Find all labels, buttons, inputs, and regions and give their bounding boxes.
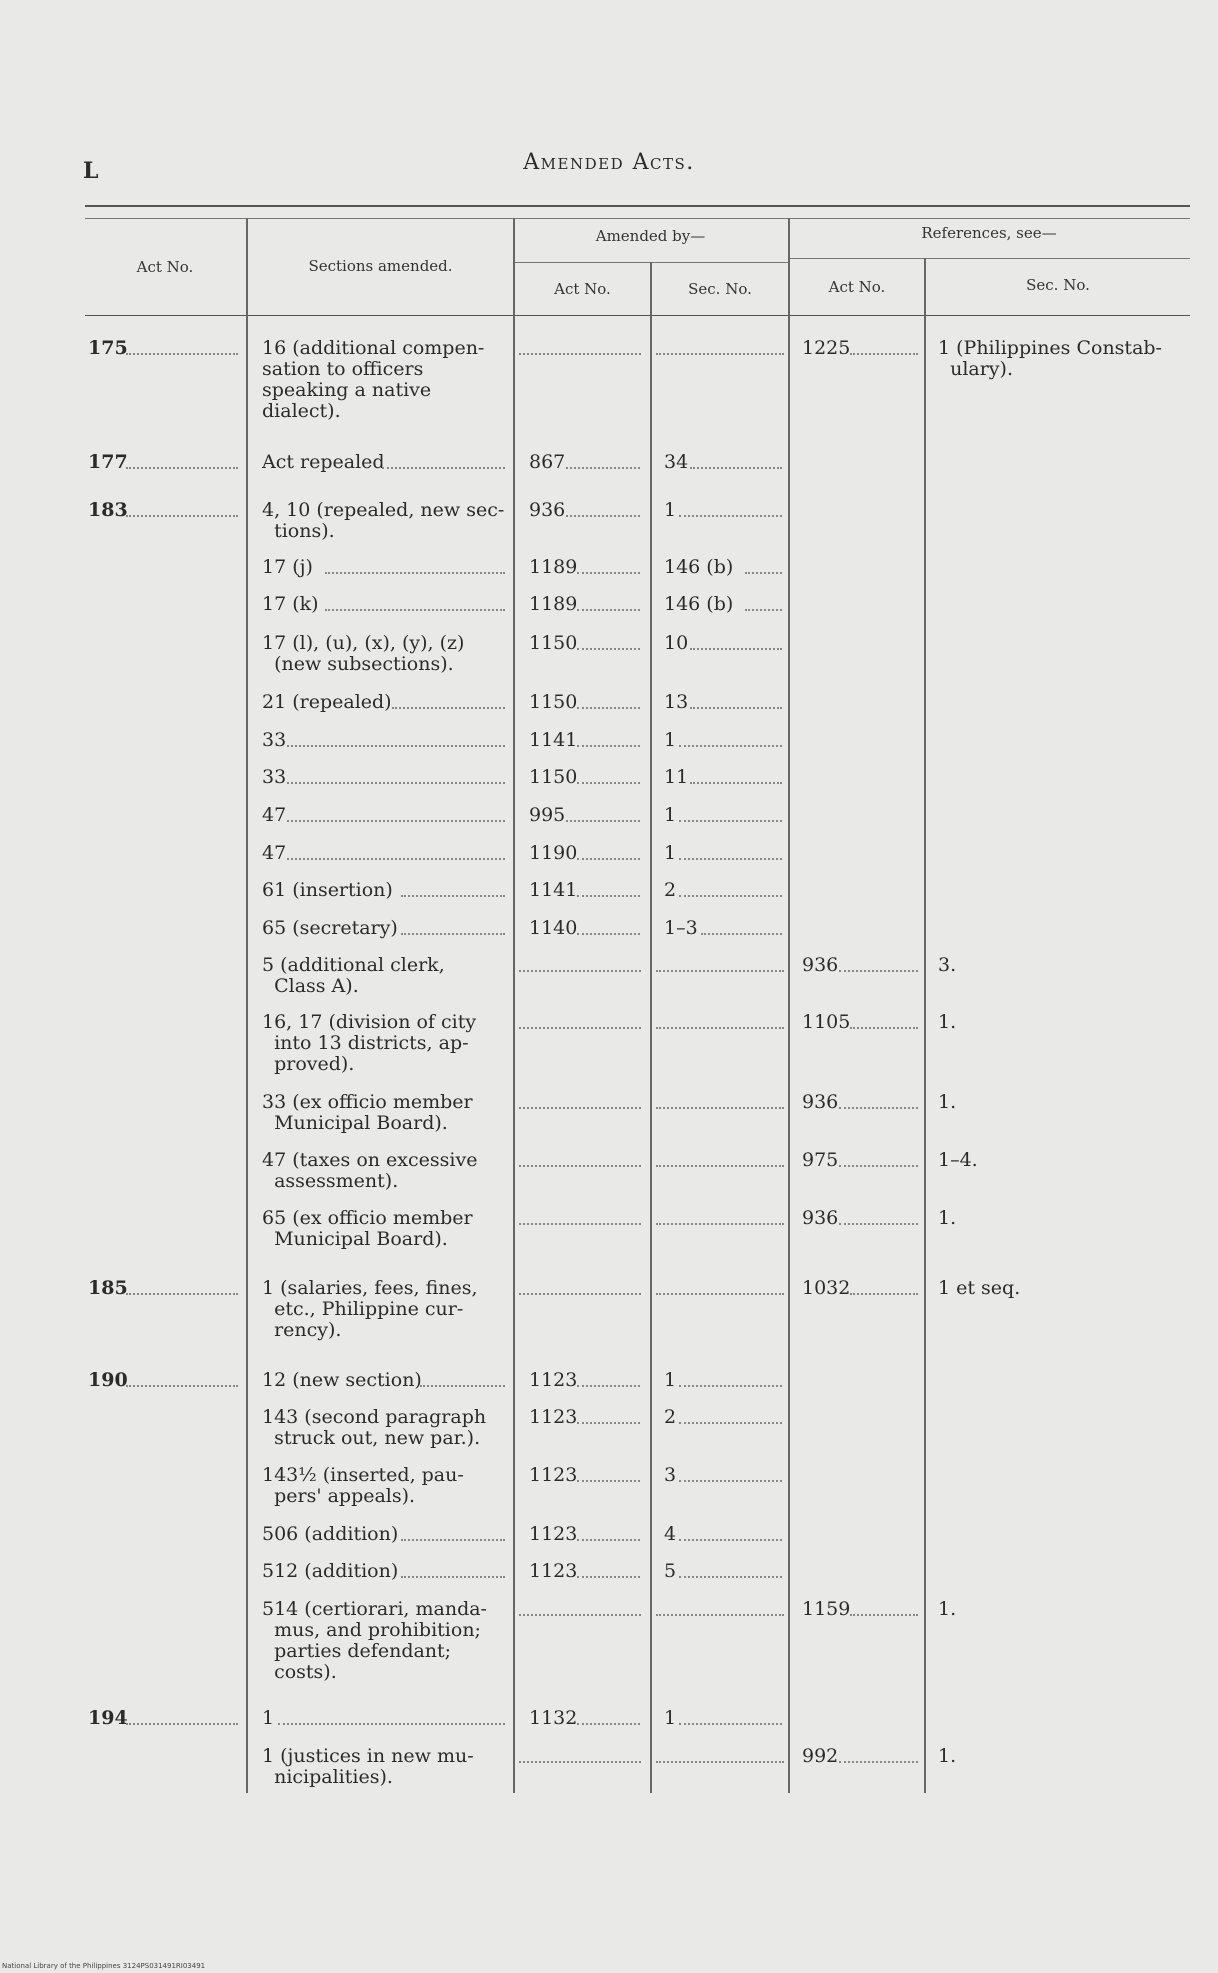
leader-dots: [325, 572, 505, 574]
header-amended-sec-no: Sec. No.: [688, 280, 752, 298]
header-sections-amended: Sections amended.: [308, 257, 453, 275]
header-bottom-rule: [85, 315, 1190, 316]
col-divider-5: [924, 258, 926, 1793]
leader-dots: [577, 1385, 640, 1387]
col-divider-3: [650, 262, 652, 1793]
leader-dots: [519, 970, 641, 972]
amended-act-no: 1123: [529, 1560, 578, 1582]
section-amended: 506 (addition): [262, 1523, 399, 1545]
section-amended: 514 (certiorari, manda- mus, and prohibition; parties defendant; costs).: [262, 1598, 487, 1683]
section-amended: 65 (secretary): [262, 917, 398, 939]
amended-sec-no: 1–3: [664, 917, 698, 939]
act-number: 175: [88, 337, 128, 359]
section-amended: 47: [262, 842, 287, 864]
leader-dots: [519, 1293, 641, 1295]
amended-act-no: 995: [529, 804, 566, 826]
amended-sec-no: 3: [664, 1464, 677, 1486]
act-number: 177: [88, 451, 128, 473]
leader-dots: [745, 609, 782, 611]
leader-dots: [278, 1723, 506, 1725]
reference-sec-no: 1–4.: [938, 1149, 978, 1171]
top-rule: [85, 205, 1190, 207]
amended-act-no: 1150: [529, 691, 578, 713]
amended-act-no: 1150: [529, 632, 578, 654]
section-amended: 21 (repealed): [262, 691, 392, 713]
section-amended: 17 (l), (u), (x), (y), (z) (new subsections).: [262, 632, 465, 675]
act-number: 190: [88, 1369, 128, 1391]
col-divider-2: [513, 218, 515, 1793]
section-amended: 17 (k): [262, 593, 319, 615]
section-amended: 143 (second paragraph struck out, new par.).: [262, 1406, 487, 1449]
leader-dots: [126, 1385, 238, 1387]
leader-dots: [656, 1165, 784, 1167]
section-amended: 33: [262, 766, 287, 788]
section-amended: 17 (j): [262, 556, 313, 578]
amended-act-no: 1132: [529, 1707, 578, 1729]
section-amended: 512 (addition): [262, 1560, 399, 1582]
leader-dots: [577, 648, 640, 650]
reference-act-no: 1159: [802, 1598, 851, 1620]
amended-act-no: 1123: [529, 1464, 578, 1486]
reference-sec-no: 1.: [938, 1207, 957, 1229]
act-number: 194: [88, 1707, 128, 1729]
leader-dots: [656, 970, 784, 972]
leader-dots: [126, 1723, 238, 1725]
leader-dots: [839, 1107, 918, 1109]
leader-dots: [420, 1385, 505, 1387]
leader-dots: [519, 1614, 641, 1616]
reference-act-no: 1032: [802, 1277, 851, 1299]
amended-sec-no: 146 (b): [664, 593, 734, 615]
amended-sec-no: 146 (b): [664, 556, 734, 578]
leader-dots: [850, 1293, 918, 1295]
leader-dots: [839, 970, 918, 972]
leader-dots: [679, 1539, 782, 1541]
reference-act-no: 992: [802, 1745, 839, 1767]
amended-act-no: 867: [529, 451, 566, 473]
leader-dots: [519, 1761, 641, 1763]
amended-sec-no: 5: [664, 1560, 677, 1582]
leader-dots: [519, 1027, 641, 1029]
leader-dots: [656, 353, 784, 355]
amended-sec-no: 10: [664, 632, 689, 654]
leader-dots: [679, 1723, 782, 1725]
leader-dots: [519, 1223, 641, 1225]
leader-dots: [577, 895, 640, 897]
leader-dots: [577, 1576, 640, 1578]
leader-dots: [679, 1422, 782, 1424]
amended-act-no: 1140: [529, 917, 578, 939]
leader-dots: [577, 707, 640, 709]
leader-dots: [287, 858, 505, 860]
leader-dots: [566, 467, 640, 469]
section-amended: 1 (justices in new mu- nicipalities).: [262, 1745, 474, 1788]
leader-dots: [577, 572, 640, 574]
section-amended: 4, 10 (repealed, new sec- tions).: [262, 499, 505, 542]
amended-act-no: 1141: [529, 879, 578, 901]
leader-dots: [325, 609, 505, 611]
amended-act-no: 936: [529, 499, 566, 521]
section-amended: 47: [262, 804, 287, 826]
leader-dots: [745, 572, 782, 574]
reference-act-no: 936: [802, 1207, 839, 1229]
reference-sec-no: 1.: [938, 1011, 957, 1033]
amended-sec-no: 4: [664, 1523, 677, 1545]
leader-dots: [401, 1576, 505, 1578]
leader-dots: [850, 1027, 918, 1029]
reference-sec-no: 1 et seq.: [938, 1277, 1021, 1299]
leader-dots: [382, 467, 505, 469]
leader-dots: [656, 1614, 784, 1616]
leader-dots: [690, 648, 782, 650]
amended-sec-no: 13: [664, 691, 689, 713]
section-amended: 1: [262, 1707, 275, 1729]
section-amended: 16 (additional compen- sation to officers speaking a native dialect).: [262, 337, 485, 422]
leader-dots: [519, 1165, 641, 1167]
leader-dots: [287, 745, 505, 747]
footer-credit: National Library of the Philippines 3124PS031491RI03491: [2, 1962, 206, 1970]
leader-dots: [679, 745, 782, 747]
leader-dots: [679, 895, 782, 897]
section-amended: 65 (ex officio member Municipal Board).: [262, 1207, 473, 1250]
reference-sec-no: 1.: [938, 1091, 957, 1113]
amended-act-no: 1141: [529, 729, 578, 751]
leader-dots: [287, 782, 505, 784]
amended-act-no: 1189: [529, 556, 578, 578]
amended-act-no: 1123: [529, 1406, 578, 1428]
leader-dots: [701, 933, 782, 935]
leader-dots: [566, 515, 640, 517]
section-amended: 61 (insertion): [262, 879, 393, 901]
col-divider-1: [246, 218, 248, 1793]
section-amended: 33 (ex officio member Municipal Board).: [262, 1091, 473, 1134]
header-amended-by: Amended by—: [595, 227, 706, 245]
leader-dots: [679, 820, 782, 822]
leader-dots: [690, 707, 782, 709]
reference-act-no: 936: [802, 954, 839, 976]
section-amended: 12 (new section): [262, 1369, 422, 1391]
references-rule: [788, 258, 1190, 259]
leader-dots: [679, 515, 782, 517]
amended-sec-no: 1: [664, 842, 677, 864]
leader-dots: [656, 1761, 784, 1763]
leader-dots: [577, 609, 640, 611]
section-amended: 33: [262, 729, 287, 751]
leader-dots: [577, 745, 640, 747]
leader-dots: [392, 707, 506, 709]
leader-dots: [401, 1539, 505, 1541]
leader-dots: [401, 933, 505, 935]
amended-sec-no: 2: [664, 879, 677, 901]
leader-dots: [577, 782, 640, 784]
leader-dots: [839, 1165, 918, 1167]
section-amended: 143½ (inserted, pau- pers' appeals).: [262, 1464, 464, 1507]
leader-dots: [126, 1293, 238, 1295]
header-act-no: Act No.: [136, 258, 194, 276]
act-number: 183: [88, 499, 128, 521]
act-number: 185: [88, 1277, 128, 1299]
amended-sec-no: 1: [664, 499, 677, 521]
leader-dots: [126, 515, 238, 517]
leader-dots: [577, 1422, 640, 1424]
leader-dots: [577, 858, 640, 860]
reference-sec-no: 1.: [938, 1598, 957, 1620]
amended-act-no: 1189: [529, 593, 578, 615]
page-title: Amended Acts.: [523, 150, 695, 175]
leader-dots: [656, 1107, 784, 1109]
leader-dots: [577, 1723, 640, 1725]
leader-dots: [679, 1576, 782, 1578]
top-rule-inner: [85, 218, 1190, 219]
leader-dots: [126, 467, 238, 469]
amended-act-no: 1123: [529, 1369, 578, 1391]
reference-sec-no: 3.: [938, 954, 957, 976]
header-ref-act-no: Act No.: [828, 278, 886, 296]
leader-dots: [577, 933, 640, 935]
amended-sec-no: 1: [664, 1707, 677, 1729]
reference-sec-no: 1 (Philippines Constab- ulary).: [938, 337, 1162, 380]
leader-dots: [690, 467, 782, 469]
amended-sec-no: 11: [664, 766, 689, 788]
amended-act-no: 1190: [529, 842, 578, 864]
leader-dots: [690, 782, 782, 784]
leader-dots: [679, 858, 782, 860]
amended-sec-no: 1: [664, 729, 677, 751]
header-ref-sec-no: Sec. No.: [1026, 276, 1090, 294]
leader-dots: [566, 820, 640, 822]
page-letter: L: [83, 158, 99, 184]
leader-dots: [839, 1761, 918, 1763]
header-amended-act-no: Act No.: [554, 280, 611, 298]
leader-dots: [519, 353, 641, 355]
amended-act-no: 1150: [529, 766, 578, 788]
amended-sec-no: 34: [664, 451, 689, 473]
section-amended: 5 (additional clerk, Class A).: [262, 954, 445, 997]
leader-dots: [519, 1107, 641, 1109]
leader-dots: [850, 353, 918, 355]
leader-dots: [656, 1223, 784, 1225]
leader-dots: [126, 353, 238, 355]
col-divider-4: [788, 218, 790, 1793]
reference-act-no: 1225: [802, 337, 851, 359]
amended-sec-no: 1: [664, 804, 677, 826]
section-amended: Act repealed: [262, 451, 385, 473]
amended-sec-no: 1: [664, 1369, 677, 1391]
reference-act-no: 1105: [802, 1011, 851, 1033]
section-amended: 16, 17 (division of city into 13 districts, ap- proved).: [262, 1011, 477, 1075]
leader-dots: [287, 820, 505, 822]
section-amended: 1 (salaries, fees, fines, etc., Philippine cur- rency).: [262, 1277, 478, 1341]
leader-dots: [679, 1385, 782, 1387]
header-references: References, see—: [921, 224, 1057, 242]
leader-dots: [679, 1480, 782, 1482]
leader-dots: [850, 1614, 918, 1616]
reference-act-no: 936: [802, 1091, 839, 1113]
leader-dots: [656, 1293, 784, 1295]
reference-sec-no: 1.: [938, 1745, 957, 1767]
leader-dots: [839, 1223, 918, 1225]
leader-dots: [577, 1539, 640, 1541]
leader-dots: [401, 895, 505, 897]
reference-act-no: 975: [802, 1149, 839, 1171]
leader-dots: [656, 1027, 784, 1029]
section-amended: 47 (taxes on excessive assessment).: [262, 1149, 478, 1192]
leader-dots: [577, 1480, 640, 1482]
amended-sec-no: 2: [664, 1406, 677, 1428]
amended-act-no: 1123: [529, 1523, 578, 1545]
